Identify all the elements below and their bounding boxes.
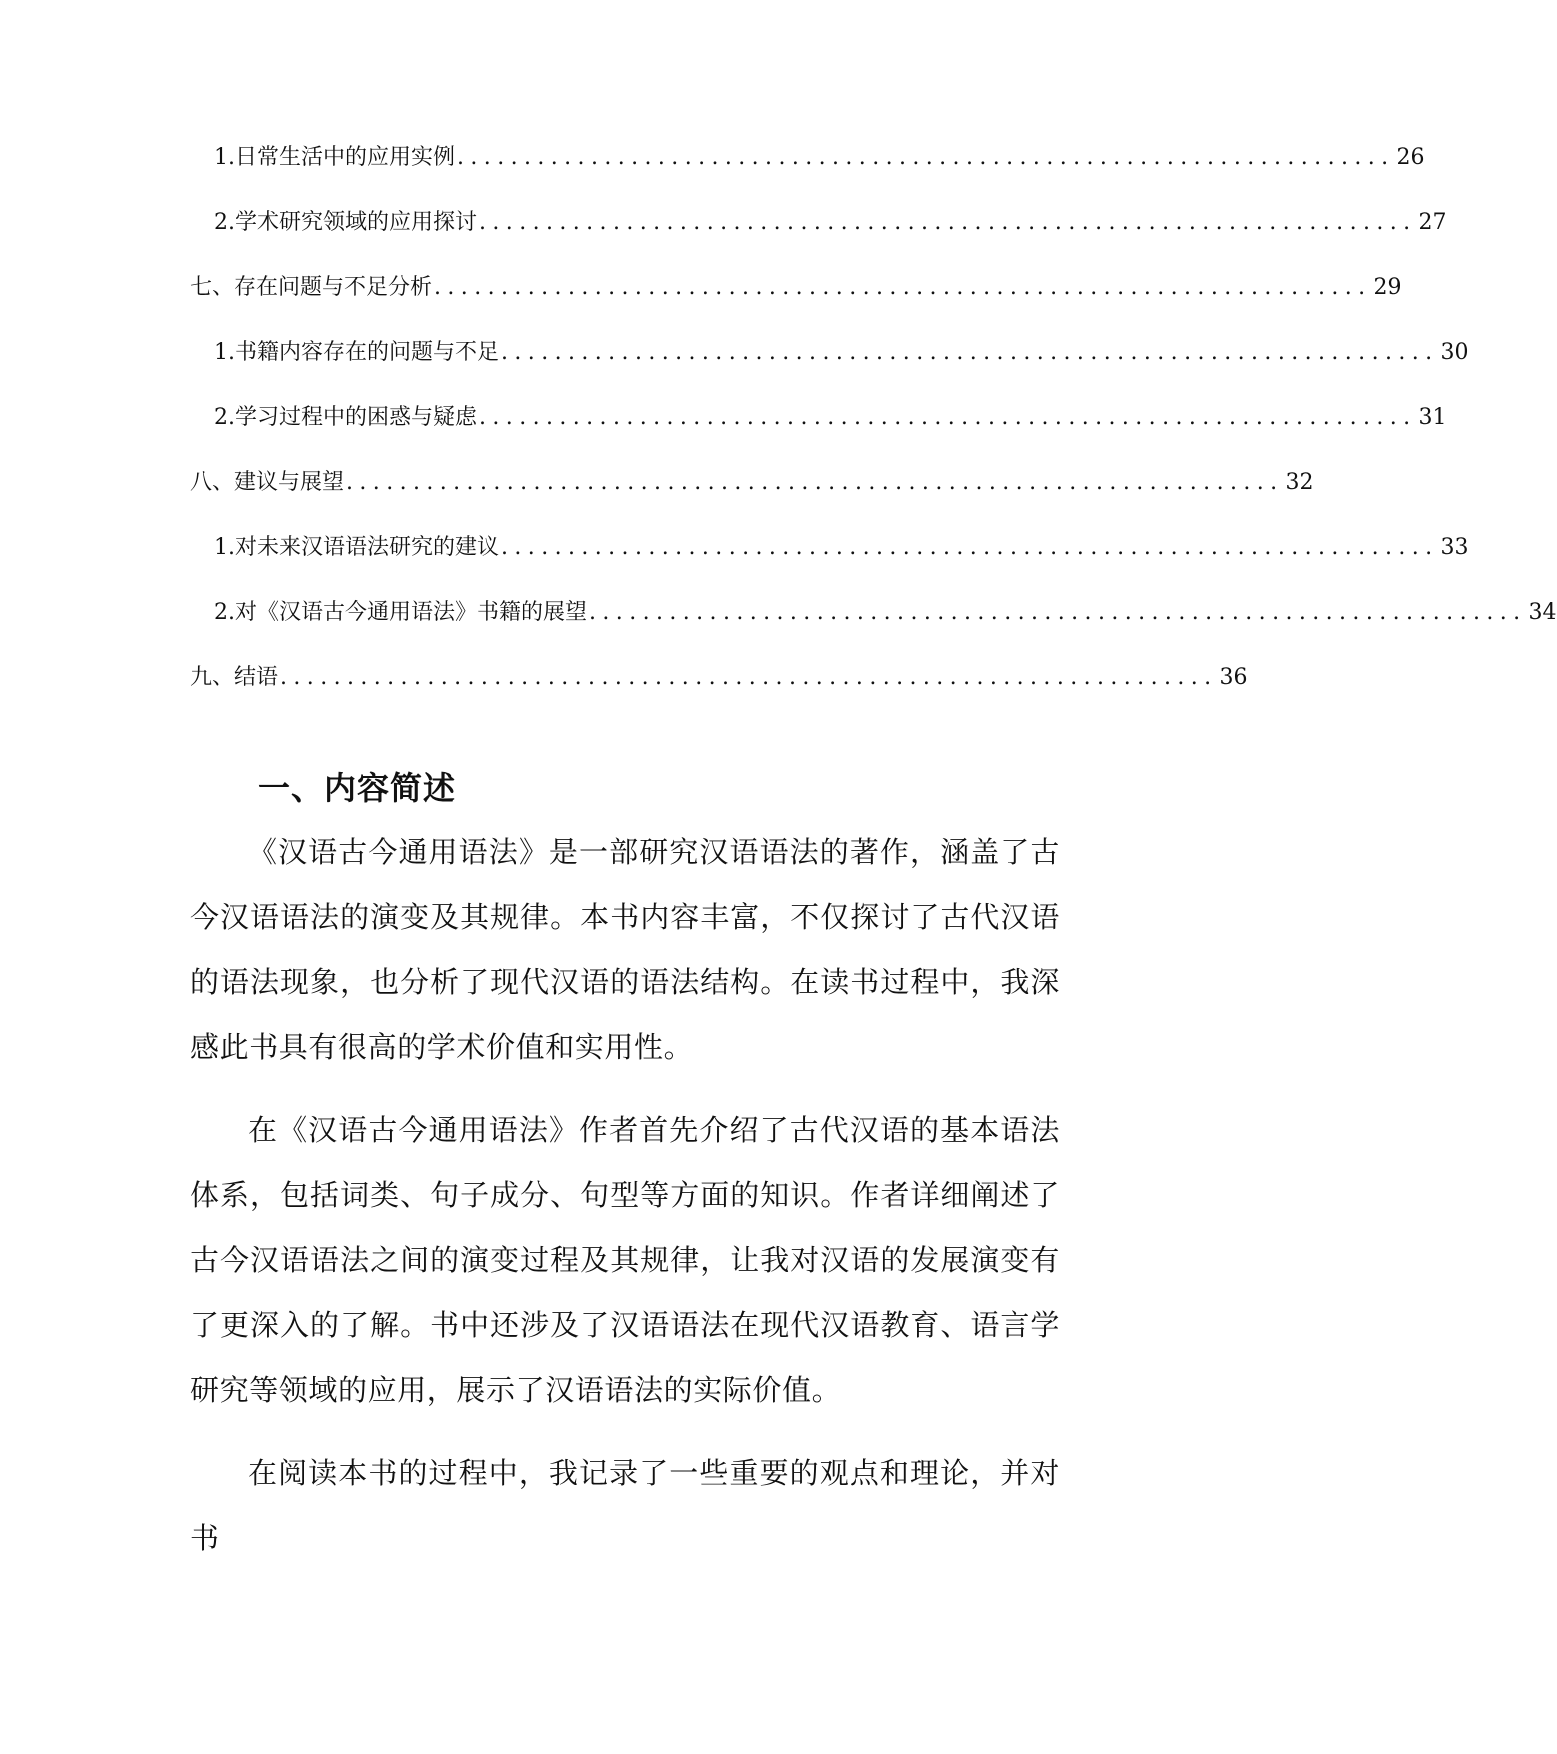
toc-entry-number: 2. [214, 600, 235, 625]
paragraph: 在《汉语古今通用语法》作者首先介绍了古代汉语的基本语法体系，包括词类、句子成分、句型等方面的知识。作者详细阐述了古今汉语语法之间的演变过程及其规律，让我对汉语的发展演变有了更深入的了解。书中还涉及了汉语语法在现代汉语教育、语言学研究等领域的应用，展示了汉语语法的实际价值。 [190, 1113, 1060, 1407]
toc-leader-dots: ...................................................................... [501, 535, 1439, 560]
toc-entry-title: 书籍内容存在的问题与不足 [235, 340, 500, 365]
toc-entry-page: 32 [1285, 470, 1314, 495]
toc-entry[interactable] [190, 268, 1402, 308]
toc-leader-dots: ...................................................................... [280, 665, 1218, 690]
toc-entry-title: 九、结语 [190, 665, 279, 690]
toc-leader-dots: ...................................................................... [501, 340, 1439, 365]
toc-leader-dots: ...................................................................... [589, 600, 1527, 625]
toc-entry-title: 八、建议与展望 [190, 470, 345, 495]
toc-leader-dots: ...................................................................... [346, 470, 1284, 495]
toc-leader-dots: ...................................................................... [479, 405, 1417, 430]
toc-entry[interactable] [214, 138, 1425, 178]
toc-entry-number: 1. [214, 145, 235, 170]
toc-entry-number: 1. [214, 535, 235, 560]
toc-entry-title: 七、存在问题与不足分析 [190, 275, 433, 300]
toc-entry-title: 学术研究领域的应用探讨 [235, 210, 478, 235]
body-text [190, 820, 1060, 1571]
toc-entry-page: 31 [1418, 405, 1447, 430]
toc-entry-number: 2. [214, 210, 235, 235]
toc-entry-title: 学习过程中的困惑与疑虑 [235, 405, 478, 430]
toc-entry-title: 日常生活中的应用实例 [235, 145, 456, 170]
toc-entry-page: 26 [1396, 145, 1425, 170]
toc-entry-title: 对《汉语古今通用语法》书籍的展望 [235, 600, 588, 625]
paragraph: 在阅读本书的过程中，我记录了一些重要的观点和理论，并对书 [190, 1456, 1060, 1555]
toc-leader-dots: ...................................................................... [457, 145, 1395, 170]
toc-leader-dots: ...................................................................... [479, 210, 1417, 235]
section-heading: 一、内容简述 [258, 769, 457, 807]
toc-entry-title: 对未来汉语语法研究的建议 [235, 535, 500, 560]
paragraph: 《汉语古今通用语法》是一部研究汉语语法的著作，涵盖了古今汉语语法的演变及其规律。本书内容丰富，不仅探讨了古代汉语的语法现象，也分析了现代汉语的语法结构。在读书过程中，我深感此书具有很高的学术价值和实用性。 [190, 835, 1060, 1064]
toc-entry-number: 1. [214, 340, 235, 365]
toc-entry[interactable] [190, 463, 1314, 503]
toc-entry-page: 34 [1528, 600, 1557, 625]
toc-entry-page: 33 [1440, 535, 1469, 560]
toc-entry-page: 30 [1440, 340, 1469, 365]
toc-entry-page: 36 [1219, 665, 1248, 690]
toc-entry[interactable] [214, 203, 1447, 243]
toc-entry-number: 2. [214, 405, 235, 430]
toc-entry-page: 29 [1373, 275, 1402, 300]
toc-entry[interactable] [214, 593, 1557, 633]
toc-entry[interactable] [214, 398, 1447, 438]
toc-leader-dots: ...................................................................... [434, 275, 1372, 300]
toc-entry[interactable] [214, 528, 1469, 568]
toc-entry[interactable] [190, 658, 1248, 698]
toc-entry-page: 27 [1418, 210, 1447, 235]
toc-entry[interactable] [214, 333, 1469, 373]
